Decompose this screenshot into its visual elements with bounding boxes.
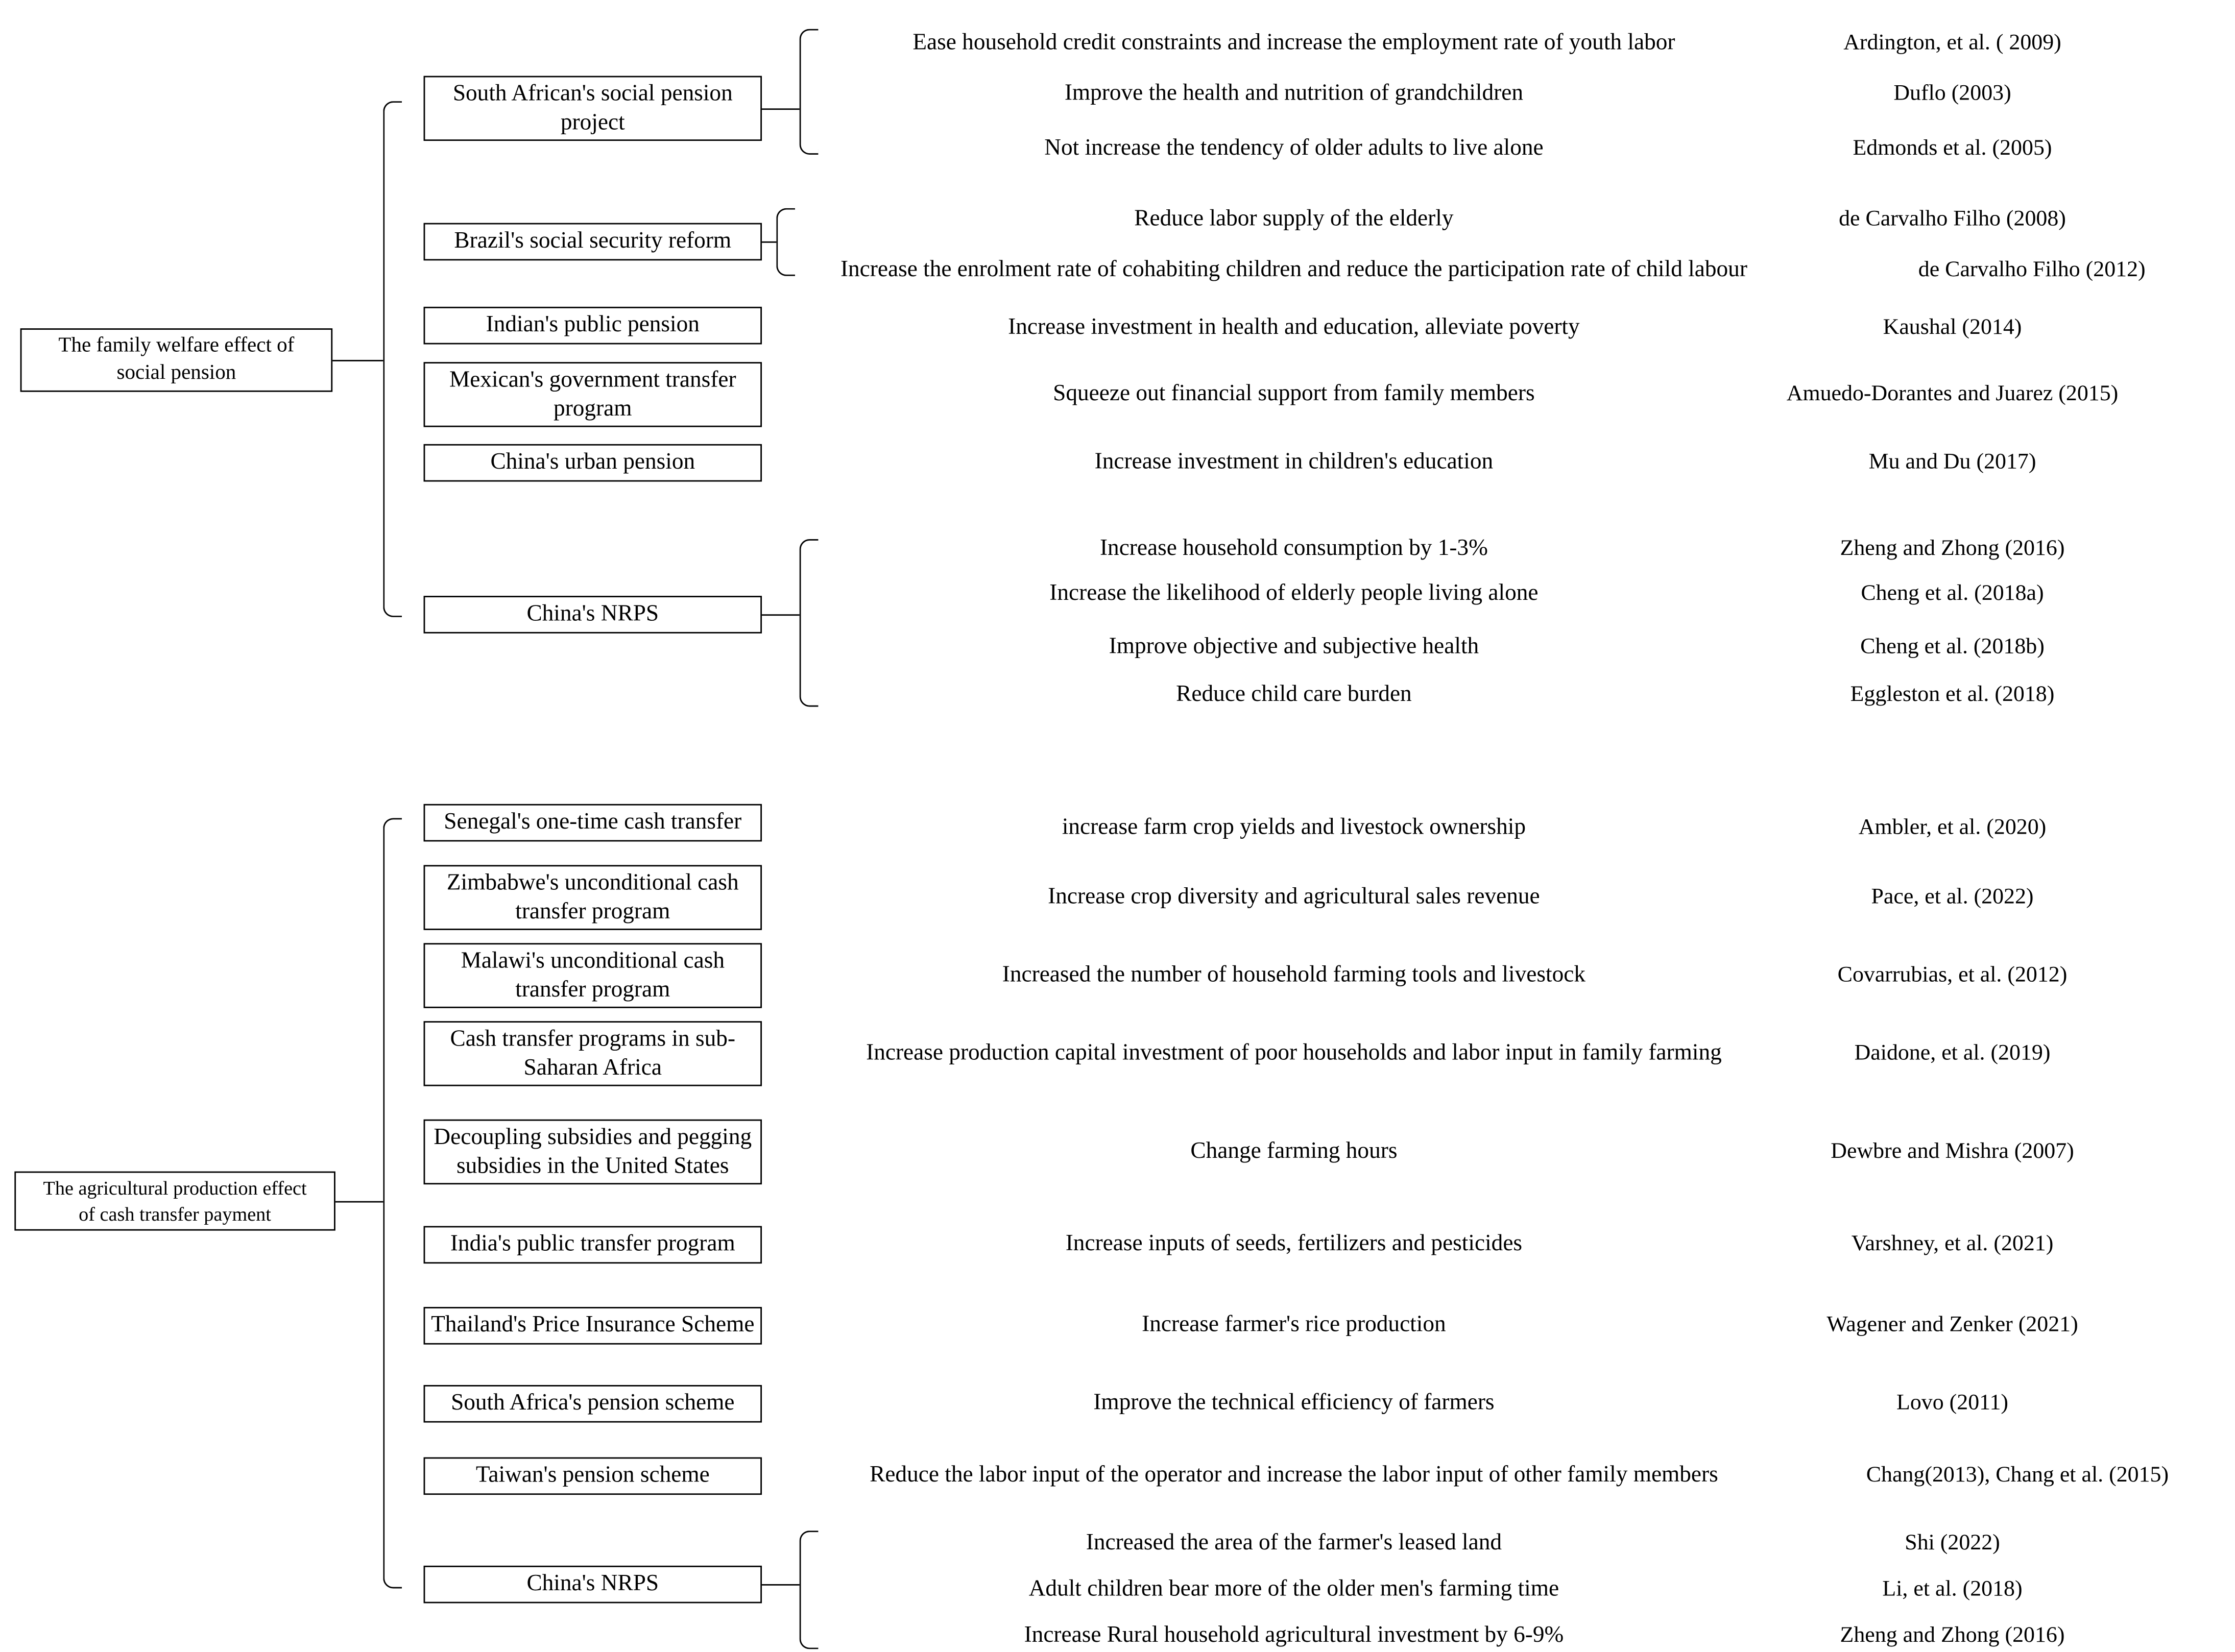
finding-label: Reduce labor supply of the elderly: [1134, 206, 1454, 231]
finding-label: Increase crop diversity and agricultural sales revenue: [1048, 884, 1540, 909]
citation-label: Shi (2022): [1905, 1530, 2000, 1556]
finding-text: [792, 78, 1795, 110]
citation-label: Wagener and Zenker (2021): [1827, 1312, 2078, 1337]
citation-text: [1775, 1620, 2130, 1652]
finding-text: [792, 254, 1795, 286]
finding-text: [792, 312, 1795, 344]
branch-box: China's NRPS: [424, 596, 762, 633]
root-connector-agricultural-production: [335, 1201, 383, 1203]
finding-text: [792, 204, 1795, 235]
branch-box: Indian's public pension: [424, 307, 762, 344]
finding-label: Reduce the labor input of the operator and increase the labor input of other family members: [870, 1463, 1718, 1488]
citation-text: [1775, 312, 2130, 344]
main-bracket-agricultural-production: [383, 818, 402, 1588]
citation-text: [1775, 379, 2130, 410]
finding-label: Increase the likelihood of elderly people living alone: [1049, 581, 1539, 606]
citation-label: de Carvalho Filho (2012): [1918, 257, 2146, 282]
citation-label: Pace, et al. (2022): [1871, 884, 2034, 909]
finding-text: [792, 882, 1795, 913]
branch-box: China's urban pension: [424, 444, 762, 481]
citation-label: Duflo (2003): [1893, 81, 2011, 106]
root-label-line2: of cash transfer payment: [79, 1202, 271, 1225]
finding-text: [792, 1388, 1795, 1419]
citation-label: Cheng et al. (2018b): [1860, 634, 2045, 660]
citation-text: [1855, 254, 2209, 286]
finding-text: [792, 379, 1795, 410]
finding-label: Increase household consumption by 1-3%: [1099, 536, 1488, 561]
branch-box: India's public transfer program: [424, 1226, 762, 1263]
citation-text: [1775, 204, 2130, 235]
branch-box: Senegal's one-time cash transfer: [424, 804, 762, 841]
citation-label: Daidone, et al. (2019): [1854, 1040, 2051, 1065]
finding-label: increase farm crop yields and livestock ownership: [1062, 815, 1526, 840]
citation-text: [1775, 1136, 2130, 1168]
citation-text: [1775, 1309, 2130, 1341]
citation-text: [1775, 28, 2130, 59]
branch-box: Brazil's social security reform: [424, 223, 762, 260]
citation-text: [1775, 960, 2130, 991]
citation-label: Chang(2013), Chang et al. (2015): [1866, 1463, 2169, 1488]
finding-text: [792, 1528, 1795, 1560]
finding-label: Increase production capital investment of poor households and labor input in family farming: [866, 1040, 1722, 1065]
citation-text: [1775, 133, 2130, 164]
citation-label: Ardington, et al. ( 2009): [1843, 30, 2061, 55]
citation-label: Varshney, et al. (2021): [1851, 1231, 2054, 1256]
citation-text: [1775, 1574, 2130, 1606]
citation-text: [1775, 1528, 2130, 1560]
citation-label: Mu and Du (2017): [1868, 449, 2036, 474]
finding-label: Not increase the tendency of older adults to live alone: [1044, 136, 1544, 161]
branch-box: South African's social pension project: [424, 76, 762, 141]
finding-label: Increase investment in health and education, alleviate poverty: [1008, 315, 1580, 340]
finding-text: [792, 1136, 1795, 1168]
citation-text: [1775, 1388, 2130, 1419]
branch-box: Zimbabwe's unconditional cash transfer program: [424, 865, 762, 930]
citation-text: [1775, 679, 2130, 711]
finding-label: Increase farmer's rice production: [1142, 1312, 1446, 1337]
finding-label: Increase Rural household agricultural investment by 6-9%: [1024, 1623, 1564, 1648]
finding-label: Increase the enrolment rate of cohabiting children and reduce the participation rate of child labour: [840, 257, 1747, 282]
root-label-line1: The agricultural production effect: [43, 1177, 307, 1199]
citation-label: Li, et al. (2018): [1882, 1576, 2023, 1601]
finding-label: Increase inputs of seeds, fertilizers and pesticides: [1065, 1231, 1523, 1256]
root-box-family-welfare: [20, 328, 333, 392]
finding-text: [792, 1574, 1795, 1606]
root-label-line2: social pension: [116, 361, 236, 385]
finding-text: [792, 447, 1795, 478]
finding-text: [792, 1460, 1795, 1492]
citation-label: Cheng et al. (2018a): [1861, 581, 2044, 606]
finding-label: Squeeze out financial support from family members: [1053, 381, 1535, 406]
finding-text: [792, 1038, 1795, 1070]
citation-text: [1775, 1229, 2130, 1260]
citation-text: [1775, 578, 2130, 610]
main-bracket-family-welfare: [383, 101, 402, 617]
finding-text: [792, 679, 1795, 711]
finding-text: [792, 960, 1795, 991]
citation-label: de Carvalho Filho (2008): [1839, 206, 2066, 231]
branch-box: Malawi's unconditional cash transfer program: [424, 943, 762, 1008]
citation-label: Zheng and Zhong (2016): [1840, 1623, 2065, 1648]
citation-label: Covarrubias, et al. (2012): [1837, 962, 2068, 987]
finding-label: Reduce child care burden: [1176, 682, 1412, 707]
branch-box: Decoupling subsidies and pegging subsidies in the United States: [424, 1120, 762, 1184]
finding-text: [792, 28, 1795, 59]
citation-label: Dewbre and Mishra (2007): [1831, 1138, 2074, 1164]
citation-text: [1775, 812, 2130, 844]
finding-label: Ease household credit constraints and increase the employment rate of youth labor: [912, 30, 1675, 55]
brace-connector: [762, 241, 776, 243]
citation-text: [1775, 78, 2130, 110]
finding-label: Adult children bear more of the older men's farming time: [1028, 1576, 1559, 1601]
citation-text: [1775, 631, 2130, 663]
finding-label: Improve the health and nutrition of grandchildren: [1064, 81, 1523, 106]
finding-text: [792, 1309, 1795, 1341]
finding-label: Change farming hours: [1190, 1138, 1398, 1164]
finding-label: Improve objective and subjective health: [1109, 634, 1479, 660]
citation-label: Lovo (2011): [1896, 1390, 2009, 1415]
branch-box: Taiwan's pension scheme: [424, 1457, 762, 1494]
citation-label: Zheng and Zhong (2016): [1840, 536, 2065, 561]
finding-text: [792, 533, 1795, 565]
branch-box: China's NRPS: [424, 1566, 762, 1602]
finding-label: Increased the area of the farmer's leased land: [1086, 1530, 1502, 1556]
finding-text: [792, 812, 1795, 844]
citation-text: [1775, 533, 2130, 565]
finding-text: [792, 1620, 1795, 1652]
citation-text: [1840, 1460, 2195, 1492]
root-label-line1: The family welfare effect of: [58, 334, 295, 357]
finding-label: Increased the number of household farming tools and livestock: [1002, 962, 1586, 987]
citation-label: Edmonds et al. (2005): [1853, 136, 2052, 161]
branch-box: South Africa's pension scheme: [424, 1385, 762, 1422]
finding-label: Improve the technical efficiency of farmers: [1093, 1390, 1495, 1415]
branch-box: Thailand's Price Insurance Scheme: [424, 1307, 762, 1344]
branch-box: Cash transfer programs in sub-Saharan Africa: [424, 1021, 762, 1086]
finding-text: [792, 631, 1795, 663]
citation-label: Kaushal (2014): [1883, 315, 2022, 340]
finding-text: [792, 1229, 1795, 1260]
citation-label: Eggleston et al. (2018): [1850, 682, 2055, 707]
root-box-agricultural-production: [14, 1172, 335, 1231]
citation-label: Amuedo-Dorantes and Juarez (2015): [1786, 381, 2119, 406]
finding-text: [792, 578, 1795, 610]
root-connector-family-welfare: [332, 360, 383, 361]
citation-text: [1775, 1038, 2130, 1070]
brace-connector: [762, 614, 800, 616]
finding-label: Increase investment in children's education: [1094, 449, 1494, 474]
citation-text: [1775, 447, 2130, 478]
citation-text: [1775, 882, 2130, 913]
finding-text: [792, 133, 1795, 164]
citation-label: Ambler, et al. (2020): [1858, 815, 2047, 840]
branch-box: Mexican's government transfer program: [424, 362, 762, 427]
